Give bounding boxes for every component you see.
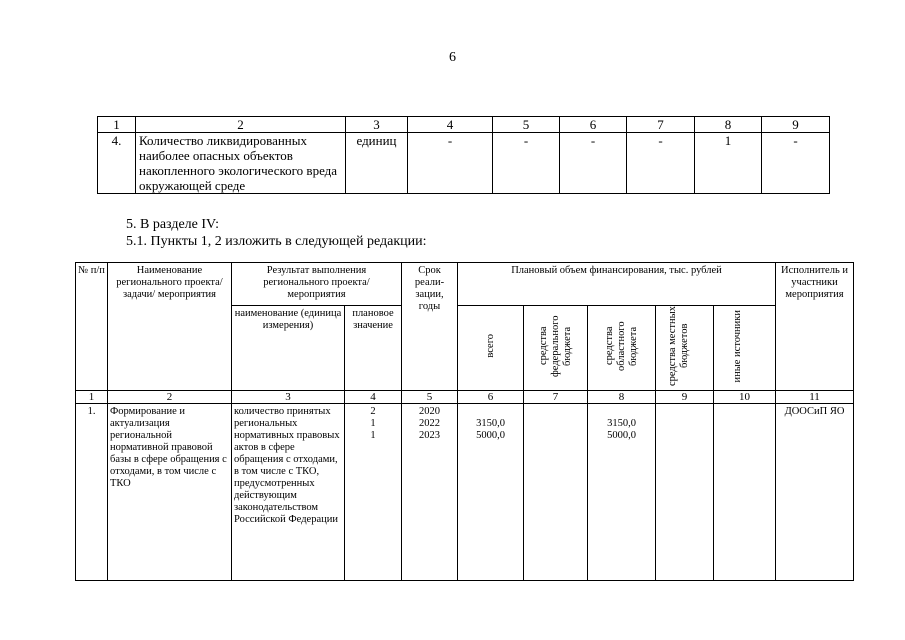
paragraph-section-iv: 5. В разделе IV: bbox=[126, 217, 219, 232]
col-number: 1 bbox=[76, 391, 108, 404]
col-number: 10 bbox=[714, 391, 776, 404]
total-value bbox=[460, 406, 521, 418]
plan-values bbox=[345, 404, 402, 581]
header-name: Наименование регионального проекта/задачи/ мероприятия bbox=[108, 263, 232, 391]
col-number: 7 bbox=[524, 391, 588, 404]
value-cell: - bbox=[408, 133, 493, 194]
col-number: 11 bbox=[776, 391, 854, 404]
header-regional: средства областного бюджета bbox=[603, 321, 639, 371]
header-cell: 9 bbox=[762, 117, 830, 133]
table-row bbox=[98, 133, 830, 194]
header-result-plan: плановое значение bbox=[345, 306, 402, 391]
header-cell: 2 bbox=[136, 117, 346, 133]
col-number: 6 bbox=[458, 391, 524, 404]
total-value: 3150,0 bbox=[476, 418, 505, 429]
header-term: Срок реали- зации, годы bbox=[402, 263, 458, 391]
indicator-table bbox=[97, 116, 830, 194]
year: 2020 bbox=[419, 406, 440, 417]
executor: ДООСиП ЯО bbox=[776, 404, 854, 581]
header-result-name: наименование (единица измерения) bbox=[232, 306, 345, 391]
header-executor: Исполнитель и участники мероприятия bbox=[776, 263, 854, 391]
header-num: № п/п bbox=[76, 263, 108, 391]
local-values bbox=[656, 404, 714, 581]
header-cell: 6 bbox=[560, 117, 627, 133]
paragraph-points-1-2: 5.1. Пункты 1, 2 изложить в следующей редакции: bbox=[126, 234, 427, 249]
regional-value: 3150,0 bbox=[607, 418, 636, 429]
regional-value: 5000,0 bbox=[607, 430, 636, 441]
year: 2022 bbox=[419, 418, 440, 429]
unit-cell: единиц bbox=[346, 133, 408, 194]
funding-table bbox=[75, 262, 854, 581]
plan-value: 1 bbox=[370, 418, 376, 429]
total-value: 5000,0 bbox=[476, 430, 505, 441]
funding-col-numbers-row bbox=[76, 391, 854, 404]
col-number: 3 bbox=[232, 391, 345, 404]
federal-values bbox=[524, 404, 588, 581]
page-number: 6 bbox=[449, 50, 456, 65]
indicator-name: Количество ликвидированных наиболее опасных объектов накопленного экологического вреда окружающей среде bbox=[136, 133, 346, 194]
row-number: 1. bbox=[76, 404, 108, 581]
result-name: количество принятых региональных нормативных правовых актов в сфере обращения с отходами, в том числе с ТКО, предусмотренных действующим законодательством Российской Федерации bbox=[232, 404, 345, 581]
header-federal: средства федерального бюджета bbox=[537, 315, 573, 377]
header-local: средства местных бюджетов bbox=[666, 306, 690, 386]
plan-value: 1 bbox=[370, 430, 376, 441]
header-result: Результат выполнения регионального проекта/ мероприятия bbox=[232, 263, 402, 306]
years bbox=[402, 404, 458, 581]
col-number: 9 bbox=[656, 391, 714, 404]
header-other-cell bbox=[714, 306, 776, 391]
header-local-cell bbox=[656, 306, 714, 391]
value-cell: - bbox=[560, 133, 627, 194]
value-cell: - bbox=[493, 133, 560, 194]
col-number: 8 bbox=[588, 391, 656, 404]
header-cell: 1 bbox=[98, 117, 136, 133]
col-number: 5 bbox=[402, 391, 458, 404]
indicator-table-header-row bbox=[98, 117, 830, 133]
col-number: 2 bbox=[108, 391, 232, 404]
table-row bbox=[76, 404, 854, 581]
year: 2023 bbox=[419, 430, 440, 441]
other-values bbox=[714, 404, 776, 581]
total-values bbox=[458, 404, 524, 581]
header-regional-cell bbox=[588, 306, 656, 391]
regional-value bbox=[590, 406, 653, 418]
header-federal-cell bbox=[524, 306, 588, 391]
regional-values bbox=[588, 404, 656, 581]
header-cell: 3 bbox=[346, 117, 408, 133]
row-number: 4. bbox=[98, 133, 136, 194]
header-funding: Плановый объем финансирования, тыс. рублей bbox=[458, 263, 776, 306]
plan-value: 2 bbox=[370, 406, 376, 417]
funding-header-row-1 bbox=[76, 263, 854, 306]
value-cell: - bbox=[762, 133, 830, 194]
col-number: 4 bbox=[345, 391, 402, 404]
value-cell: 1 bbox=[695, 133, 762, 194]
value-cell: - bbox=[627, 133, 695, 194]
measure-name: Формирование и актуализация региональной нормативной правовой базы в сфере обращения с отходами, в том числе с ТКО bbox=[108, 404, 232, 581]
header-total: всего bbox=[484, 334, 496, 358]
header-other: иные источники bbox=[731, 309, 743, 383]
header-cell: 4 bbox=[408, 117, 493, 133]
header-cell: 7 bbox=[627, 117, 695, 133]
header-cell: 5 bbox=[493, 117, 560, 133]
header-total-cell bbox=[458, 306, 524, 391]
header-cell: 8 bbox=[695, 117, 762, 133]
